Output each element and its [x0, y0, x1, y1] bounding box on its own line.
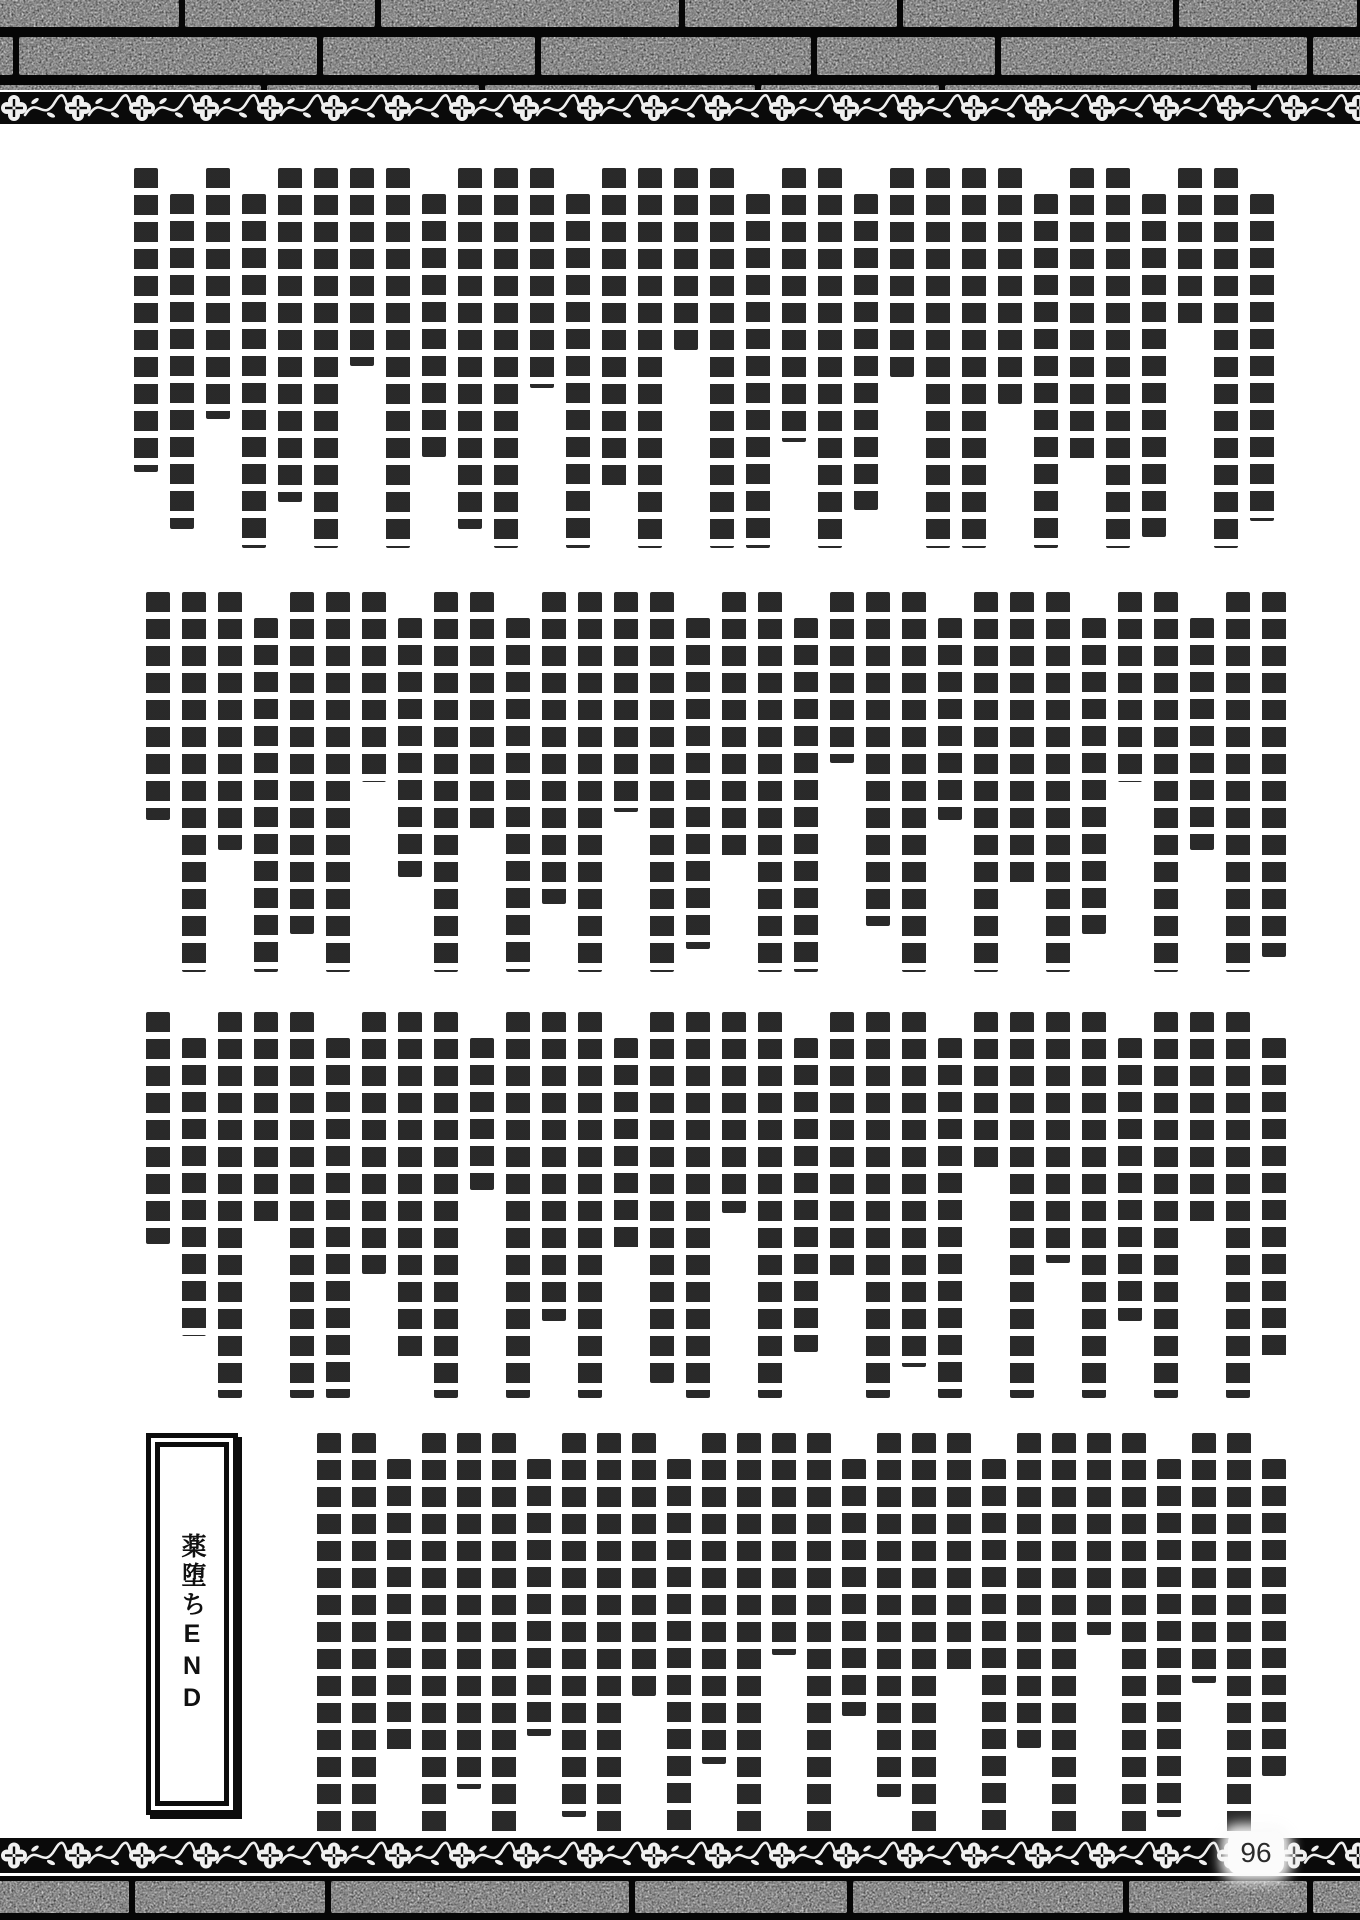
redacted-text-column	[470, 592, 494, 835]
redacted-text-column	[470, 1038, 494, 1190]
redacted-text-column	[722, 592, 746, 858]
redacted-text-column	[1010, 1012, 1034, 1398]
redacted-text-column	[1052, 1433, 1076, 1837]
redacted-text-column	[938, 618, 962, 820]
redacted-text-column	[326, 592, 350, 972]
redacted-text-column	[134, 168, 158, 472]
redacted-text-column	[974, 1012, 998, 1174]
redacted-text-column	[807, 1433, 831, 1837]
redacted-text-column	[362, 592, 386, 782]
redacted-text-column	[457, 1433, 481, 1789]
redacted-text-column	[686, 618, 710, 949]
redacted-text-column	[254, 1012, 278, 1228]
redacted-text-column	[1157, 1459, 1181, 1817]
redacted-text-column	[632, 1433, 656, 1696]
redacted-text-column	[1106, 168, 1130, 548]
redacted-text-column	[794, 1038, 818, 1352]
redacted-text-column	[350, 168, 374, 366]
redacted-text-column	[737, 1433, 761, 1837]
redacted-text-column	[818, 168, 842, 548]
redacted-text-column	[667, 1459, 691, 1837]
redacted-text-column	[1154, 1012, 1178, 1398]
redacted-text-column	[1190, 1012, 1214, 1224]
text-band	[146, 1012, 1286, 1398]
redacted-text-column	[890, 168, 914, 377]
redacted-text-column	[542, 1012, 566, 1321]
redacted-text-column	[527, 1459, 551, 1736]
redacted-text-column	[912, 1433, 936, 1837]
redacted-text-column	[650, 1012, 674, 1383]
redacted-text-column	[254, 618, 278, 972]
redacted-text-column	[1262, 592, 1286, 957]
redacted-text-column	[1190, 618, 1214, 850]
redacted-text-column	[854, 194, 878, 510]
redacted-text-column	[794, 618, 818, 972]
page-number: 96	[1240, 1837, 1272, 1868]
redacted-text-column	[422, 194, 446, 457]
redacted-text-column	[434, 1012, 458, 1398]
redacted-text-column	[702, 1433, 726, 1764]
redacted-text-column	[362, 1012, 386, 1274]
redacted-text-column	[1034, 194, 1058, 548]
redacted-text-column	[772, 1433, 796, 1655]
redacted-text-column	[1046, 592, 1070, 972]
redacted-text-column	[1226, 592, 1250, 972]
redacted-text-column	[722, 1012, 746, 1213]
redacted-text-column	[1178, 168, 1202, 328]
redacted-text-column	[218, 592, 242, 850]
redacted-text-column	[492, 1433, 516, 1837]
redacted-text-column	[1082, 618, 1106, 934]
redacted-text-column	[947, 1433, 971, 1675]
page-number-plate	[1228, 1832, 1284, 1874]
redacted-text-column	[494, 168, 518, 548]
redacted-text-column	[146, 592, 170, 820]
redacted-text-column	[578, 592, 602, 972]
redacted-text-column	[170, 194, 194, 529]
redacted-text-column	[317, 1433, 341, 1837]
redacted-text-column	[614, 1038, 638, 1251]
redacted-text-column	[962, 168, 986, 548]
redacted-text-column	[1192, 1433, 1216, 1683]
ending-label-box	[146, 1433, 238, 1815]
redacted-text-column	[982, 1459, 1006, 1837]
redacted-text-column	[352, 1433, 376, 1837]
redacted-text-column	[1087, 1433, 1111, 1635]
redacted-text-column	[998, 168, 1022, 404]
redacted-text-column	[1142, 194, 1166, 537]
redacted-text-column	[674, 168, 698, 350]
redacted-text-column	[830, 1012, 854, 1282]
redacted-text-column	[974, 592, 998, 972]
redacted-text-column	[578, 1012, 602, 1398]
redacted-text-column	[782, 168, 806, 442]
redacted-text-column	[638, 168, 662, 548]
redacted-text-column	[597, 1433, 621, 1837]
redacted-text-column	[206, 168, 230, 419]
ending-label: 薬堕ちEND	[178, 1532, 206, 1716]
redacted-text-column	[602, 168, 626, 487]
redacted-text-column	[614, 592, 638, 812]
text-band	[134, 168, 1274, 548]
redacted-text-column	[926, 168, 950, 548]
redacted-text-column	[758, 1012, 782, 1398]
redacted-text-column	[1226, 1012, 1250, 1398]
redacted-text-column	[326, 1038, 350, 1398]
redacted-text-column	[866, 592, 890, 926]
redacted-text-column	[182, 1038, 206, 1336]
redacted-text-column	[746, 194, 770, 548]
redacted-text-column	[938, 1038, 962, 1398]
redacted-text-column	[1154, 592, 1178, 972]
redacted-text-column	[278, 168, 302, 502]
redacted-text-column	[506, 1012, 530, 1398]
redacted-text-column	[422, 1433, 446, 1837]
redacted-text-column	[686, 1012, 710, 1398]
redacted-text-column	[314, 168, 338, 548]
redacted-text-column	[1214, 168, 1238, 548]
redacted-text-column	[458, 168, 482, 529]
redacted-text-column	[562, 1433, 586, 1817]
redacted-text-column	[1046, 1012, 1070, 1263]
redacted-text-column	[398, 1012, 422, 1359]
redacted-text-column	[1122, 1433, 1146, 1837]
redacted-text-column	[758, 592, 782, 972]
redacted-text-column	[1262, 1038, 1286, 1359]
redacted-text-column	[146, 1012, 170, 1244]
redacted-text-column	[842, 1459, 866, 1716]
redacted-text-column	[542, 592, 566, 904]
text-band	[317, 1433, 1286, 1837]
redacted-text-column	[866, 1012, 890, 1398]
redacted-text-column	[398, 618, 422, 877]
redacted-text-column	[566, 194, 590, 548]
redacted-text-column	[1082, 1012, 1106, 1398]
redacted-text-column	[1118, 1038, 1142, 1321]
redacted-text-column	[387, 1459, 411, 1756]
redacted-text-column	[1010, 592, 1034, 885]
redacted-text-column	[902, 592, 926, 972]
redacted-text-column	[242, 194, 266, 548]
redacted-text-column	[290, 1012, 314, 1398]
redacted-text-column	[902, 1012, 926, 1367]
redacted-text-column	[650, 592, 674, 972]
ending-label-box-inner	[155, 1442, 229, 1806]
bottom-ornament-border	[0, 1831, 1360, 1877]
redacted-text-column	[290, 592, 314, 934]
redacted-text-column	[830, 592, 854, 763]
redacted-text-column	[1118, 592, 1142, 782]
redacted-text-column	[877, 1433, 901, 1797]
redacted-text-column	[386, 168, 410, 548]
redacted-text-column	[530, 168, 554, 388]
redacted-text-column	[1262, 1459, 1286, 1776]
redacted-text-column	[710, 168, 734, 548]
redacted-text-column	[1250, 194, 1274, 521]
redacted-text-column	[218, 1012, 242, 1398]
text-band	[146, 592, 1286, 972]
bottom-brick-border	[0, 1876, 1360, 1920]
redacted-text-column	[1070, 168, 1094, 464]
redacted-text-column	[1017, 1433, 1041, 1748]
redacted-text-column	[434, 592, 458, 972]
redacted-text-column	[506, 618, 530, 972]
redacted-text-column	[1227, 1433, 1251, 1837]
redacted-text-column	[182, 592, 206, 972]
